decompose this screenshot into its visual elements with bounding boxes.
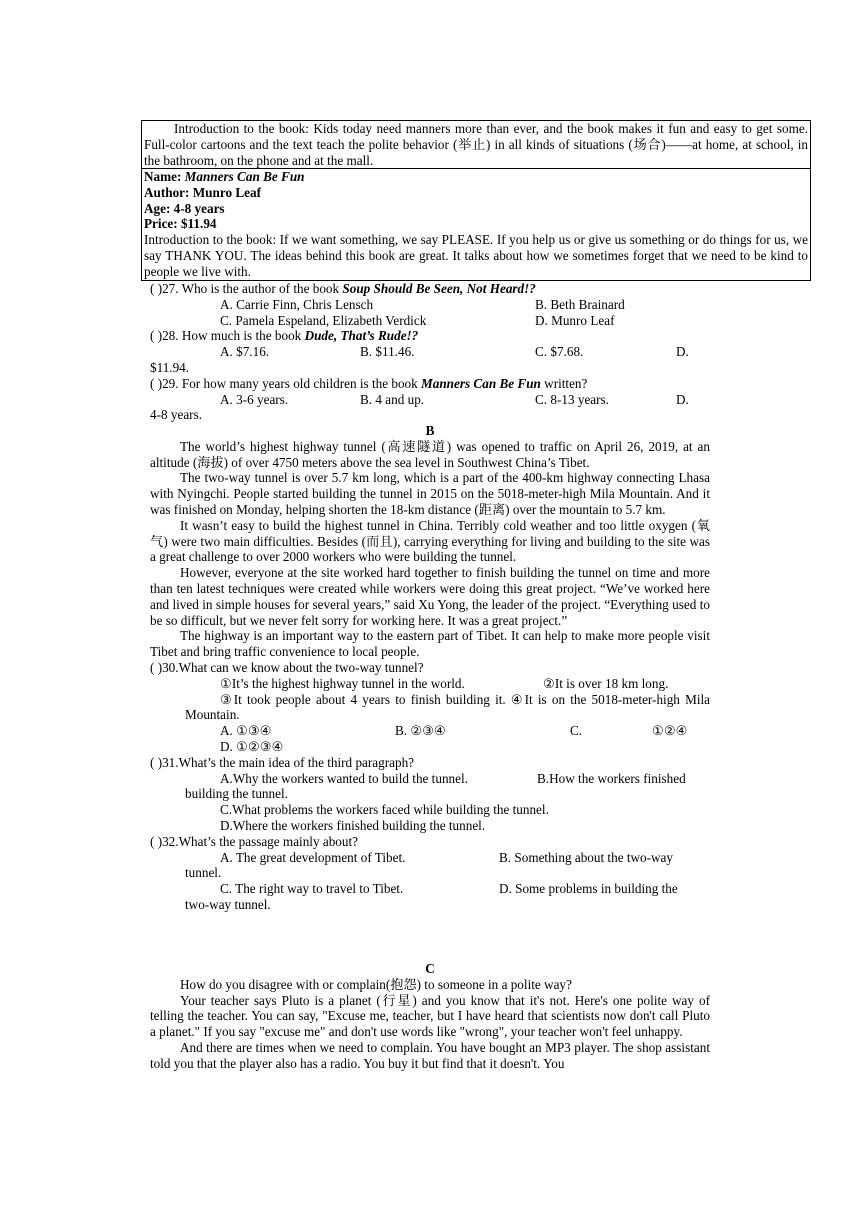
book-price: Price: $11.94	[144, 216, 217, 232]
q30-statement-2: ②It is over 18 km long.	[543, 675, 669, 691]
q32-option-d: D. Some problems in building the	[499, 881, 678, 897]
q31-option-d: D.Where the workers finished building the tunnel.	[220, 817, 486, 833]
q32-option-d-wrap: two-way tunnel.	[185, 896, 271, 912]
section-c-heading: C	[425, 961, 435, 976]
q28-options	[150, 344, 710, 360]
q28-option-a: A. $7.16.	[220, 344, 270, 360]
q31-option-a: A.Why the workers wanted to build the tunnel.	[220, 770, 468, 786]
q29-option-b: B. 4 and up.	[360, 391, 425, 407]
q27-options-row2	[150, 313, 710, 329]
q29-option-d: D.	[676, 391, 689, 407]
section-b-heading: B	[425, 423, 435, 438]
q32-option-b-wrap: tunnel.	[185, 865, 222, 881]
book-info-cell	[141, 169, 811, 281]
q28-option-c: C. $7.68.	[535, 344, 584, 360]
q31-stem: ( )31.What’s the main idea of the third paragraph?	[150, 754, 415, 770]
book-age: Age: 4-8 years	[144, 200, 225, 216]
q27-stem: ( )27. Who is the author of the book Soup Should Be Seen, Not Heard!?	[150, 281, 536, 296]
q27-option-a: A. Carrie Finn, Chris Lensch	[220, 296, 374, 312]
q30-option-c: C.	[570, 723, 583, 739]
q30-option-c-value: ①②④	[652, 723, 688, 739]
q30-options-row2	[150, 739, 710, 755]
q28-option-b: B. $11.46.	[360, 344, 415, 360]
q29-stem: ( )29. For how many years old children is the book Manners Can Be Fun written?	[150, 375, 588, 391]
q27-option-b: B. Beth Brainard	[535, 296, 625, 312]
q30-option-a: A. ①③④	[220, 723, 272, 739]
questions-27-29	[150, 281, 710, 423]
passage-b-paragraph-3: It wasn’t easy to build the highest tunnel in China. Terribly cold weather and too little oxygen (氧气) were two main difficulties. Besides (而且), carrying everything for living and building to the site was a great challenge to over 2000 workers who were building the tunnel.	[150, 517, 710, 565]
q32-options-row2	[150, 881, 710, 897]
q30-statements-row1	[150, 676, 710, 692]
q30-option-b: B. ②③④	[395, 723, 446, 739]
q30-option-d: D. ①②③④	[220, 738, 284, 754]
passage-b-paragraph-1: The world’s highest highway tunnel (高速隧道) was opened to traffic on April 26, 2019, at an altitude (海拔) of over 4750 meters above the sea level in Southwest China’s Tibet.	[150, 438, 710, 470]
q32-option-b: B. Something about the two-way	[499, 849, 673, 865]
q29-option-c: C. 8-13 years.	[535, 391, 609, 407]
q30-stem: ( )30.What can we know about the two-way tunnel?	[150, 659, 424, 675]
book-author: Author: Munro Leaf	[144, 184, 261, 200]
q29-book-title: Manners Can Be Fun	[421, 375, 541, 391]
q32-option-c: C. The right way to travel to Tibet.	[220, 881, 404, 897]
section-c	[150, 961, 710, 1072]
passage-b-paragraph-5: The highway is an important way to the eastern part of Tibet. It can help to make more people visit Tibet and bring traffic convenience to local people.	[150, 628, 710, 660]
q28-stem: ( )28. How much is the book Dude, That’s Rude!?	[150, 328, 419, 344]
q29-option-d-wrap: 4-8 years.	[150, 407, 202, 423]
intro-cell	[141, 120, 811, 169]
book-name-label: Name:	[144, 169, 185, 184]
q29-option-a: A. 3-6 years.	[220, 391, 289, 407]
q31-option-c: C.What problems the workers faced while building the tunnel.	[220, 802, 549, 818]
passage-b-paragraph-4: However, everyone at the site worked hard together to finish building the tunnel on time and more than ten latest techniques were created while workers were doing this great project. “We’ve worked here and lived in simple houses for several years,” said Xu Yong, the leader of the project. “Everything used to be so difficult, but we never felt sorry for working here. It was a great project.”	[150, 565, 710, 628]
passage-c-paragraph-2: Your teacher says Pluto is a planet (行星) and you know that it's not. Here's one polite way of telling the teacher. You can say, "Excuse me, teacher, but I have heard that scientists now don't call Pluto a planet." If you say "excuse me" and don't use words like "wrong", your teacher won't feel unhappy.	[150, 992, 710, 1040]
q31-options-row1	[150, 771, 710, 787]
section-b	[150, 423, 710, 913]
q30-statement-1: ①It’s the highest highway tunnel in the world.	[220, 675, 465, 691]
q27-option-d: D. Munro Leaf	[535, 312, 615, 328]
q27-option-c: C. Pamela Espeland, Elizabeth Verdick	[220, 312, 427, 328]
q32-option-a: A. The great development of Tibet.	[220, 849, 406, 865]
intro-text: Introduction to the book: Kids today need manners more than ever, and the book makes it fun and easy to get some. Full-color cartoons and the text teach the polite behavior (举止) in all kinds of situations (场合)——at home, at school, in the bathroom, on the phone and at the mall.	[144, 121, 808, 168]
q28-option-d-wrap: $11.94.	[150, 359, 190, 375]
q27-book-title: Soup Should Be Seen, Not Heard!?	[342, 281, 536, 296]
passage-c-paragraph-3: And there are times when we need to complain. You have bought an MP3 player. The shop assistant told you that the player also has a radio. You buy it but find that it doesn't. You	[150, 1039, 710, 1071]
book-intro: Introduction to the book: If we want something, we say PLEASE. If you help us or give us something or do things for us, we say THANK YOU. The ideas behind this book are great. It talks about how we sometimes forget that we need to be kind to people we live with.	[144, 232, 808, 279]
q32-stem: ( )32.What’s the passage mainly about?	[150, 833, 359, 849]
book-name-line	[142, 169, 810, 185]
q32-options-row1	[150, 850, 710, 866]
q30-options-row1	[150, 723, 710, 739]
book-name: Manners Can Be Fun	[184, 169, 305, 184]
q30-statements-row2: ③It took people about 4 years to finish building it. ④It is on the 5018-meter-high Mila Mountain.	[185, 691, 710, 723]
q31-option-b: B.How the workers finished	[537, 770, 686, 786]
q28-book-title: Dude, That’s Rude!?	[304, 328, 419, 344]
q27-options-row1	[150, 297, 710, 313]
q28-option-d: D.	[676, 344, 689, 360]
q31-option-b-wrap: building the tunnel.	[185, 786, 288, 802]
q29-options	[150, 392, 710, 408]
passage-b-paragraph-2: The two-way tunnel is over 5.7 km long, which is a part of the 400-km highway connecting Lhasa with Nyingchi. People started building the tunnel in 2015 on the 5018-meter-high Mila Mountain. And it was finished on Monday, helping shorten the 18-km distance (距离) over the mountain to 5.7 km.	[150, 470, 710, 517]
passage-c-paragraph-1: How do you disagree with or complain(抱怨) to someone in a polite way?	[180, 976, 572, 992]
